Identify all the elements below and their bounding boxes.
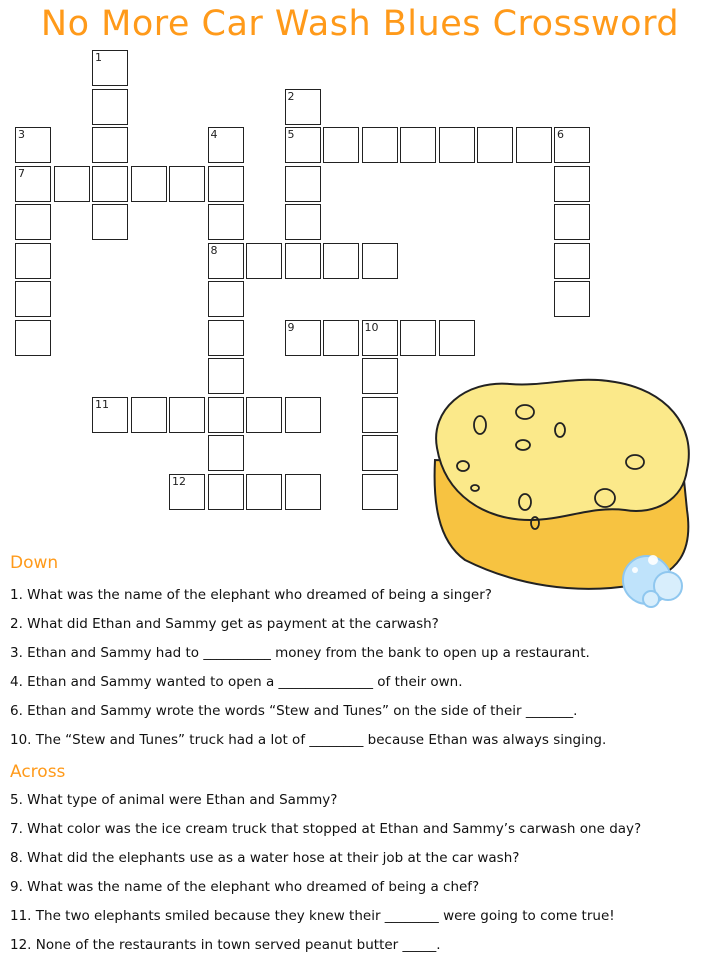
grid-cell[interactable] [362,474,398,510]
down-heading: Down [10,553,59,573]
grid-cell[interactable] [169,166,205,202]
grid-cell[interactable] [92,204,128,240]
grid-cell[interactable] [169,474,205,510]
grid-cell[interactable] [208,358,244,394]
grid-cell[interactable] [246,243,282,279]
grid-cell[interactable] [285,397,321,433]
grid-cell[interactable] [516,127,552,163]
grid-cell[interactable] [285,89,321,125]
grid-cell[interactable] [285,474,321,510]
clue-across-12: 12. None of the restaurants in town served peanut butter _____. [10,937,441,953]
clue-number: 3 [18,128,25,141]
clue-number: 6 [557,128,564,141]
grid-cell[interactable] [92,166,128,202]
grid-cell[interactable] [92,89,128,125]
grid-cell[interactable] [15,243,51,279]
grid-cell[interactable] [208,243,244,279]
clue-across-5: 5. What type of animal were Ethan and Sammy? [10,792,338,808]
grid-cell[interactable] [15,320,51,356]
grid-cell[interactable] [323,243,359,279]
clue-number: 5 [287,128,295,141]
grid-cell[interactable] [554,166,590,202]
clue-number: 4 [210,128,218,141]
grid-cell[interactable] [15,204,51,240]
clue-number: 11 [95,397,109,411]
clue-down-2: 2. What did Ethan and Sammy get as payment at the carwash? [10,616,439,632]
grid-cell[interactable] [92,397,128,433]
grid-cell[interactable] [285,243,321,279]
clue-number: 8 [210,243,218,257]
clue-down-3: 3. Ethan and Sammy had to __________ money from the bank to open up a restaurant. [10,645,590,661]
grid-cell[interactable] [362,358,398,394]
page-title: No More Car Wash Blues Crossword [40,4,680,44]
grid-cell[interactable] [208,435,244,471]
grid-cell[interactable] [208,281,244,317]
grid-cell[interactable] [92,127,128,163]
grid-cell[interactable] [400,320,436,356]
grid-cell[interactable] [362,243,398,279]
grid-cell[interactable] [439,127,475,163]
grid-cell[interactable] [208,474,244,510]
grid-cell[interactable] [92,50,128,86]
grid-cell[interactable] [246,474,282,510]
grid-cell[interactable] [362,127,398,163]
clue-down-10: 10. The “Stew and Tunes” truck had a lot of ________ because Ethan was always singing. [10,732,607,748]
grid-cell[interactable] [362,435,398,471]
grid-cell[interactable] [554,204,590,240]
grid-cell[interactable] [15,127,51,163]
clue-across-11: 11. The two elephants smiled because they knew their ________ were going to come true! [10,908,615,924]
clue-number: 2 [287,89,295,103]
clue-down-1: 1. What was the name of the elephant who dreamed of being a singer? [10,587,492,603]
clue-number: 12 [172,474,186,488]
grid-cell[interactable] [285,204,321,240]
sponge-icon [425,370,705,610]
grid-cell[interactable] [323,320,359,356]
clue-number: 1 [95,51,102,64]
grid-cell[interactable] [477,127,513,163]
grid-cell[interactable] [208,166,244,202]
grid-cell[interactable] [54,166,90,202]
grid-cell[interactable] [554,281,590,317]
grid-cell[interactable] [208,127,244,163]
grid-cell[interactable] [362,397,398,433]
grid-cell[interactable] [439,320,475,356]
grid-cell[interactable] [208,397,244,433]
grid-cell[interactable] [400,127,436,163]
grid-cell[interactable] [362,320,398,356]
grid-cell[interactable] [131,397,167,433]
across-heading: Across [10,762,66,782]
clue-number: 9 [287,320,295,334]
grid-cell[interactable] [554,243,590,279]
grid-cell[interactable] [285,320,321,356]
grid-cell[interactable] [323,127,359,163]
grid-cell[interactable] [208,320,244,356]
grid-cell[interactable] [285,127,321,163]
clue-across-8: 8. What did the elephants use as a water hose at their job at the car wash? [10,850,520,866]
grid-cell[interactable] [15,166,51,202]
grid-cell[interactable] [285,166,321,202]
clue-across-9: 9. What was the name of the elephant who dreamed of being a chef? [10,879,480,895]
grid-cell[interactable] [131,166,167,202]
clue-across-7: 7. What color was the ice cream truck that stopped at Ethan and Sammy’s carwash one day? [10,821,642,837]
clue-down-4: 4. Ethan and Sammy wanted to open a ______________ of their own. [10,674,463,690]
grid-cell[interactable] [15,281,51,317]
clue-number: 10 [364,320,379,334]
grid-cell[interactable] [554,127,590,163]
grid-cell[interactable] [208,204,244,240]
grid-cell[interactable] [246,397,282,433]
clue-down-6: 6. Ethan and Sammy wrote the words “Stew and Tunes” on the side of their _______. [10,703,578,719]
grid-cell[interactable] [169,397,205,433]
clue-number: 7 [18,166,25,180]
